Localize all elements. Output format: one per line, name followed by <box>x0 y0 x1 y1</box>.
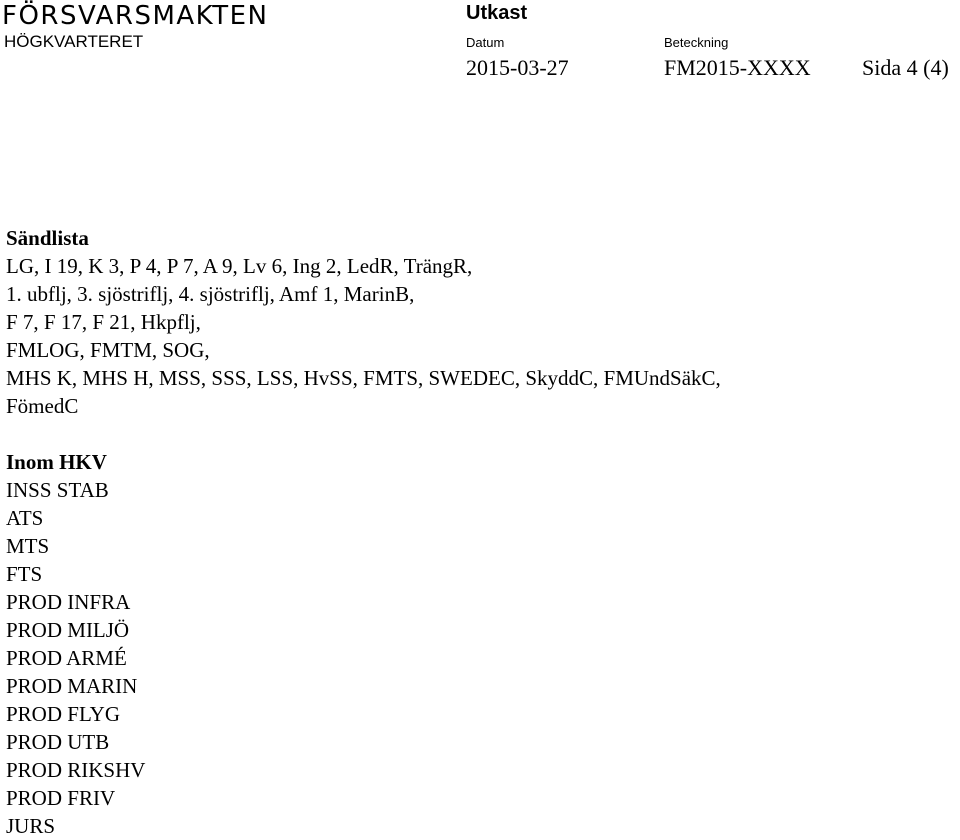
internal-line: PROD FRIV <box>6 786 116 810</box>
internal-line: MTS <box>6 534 50 558</box>
internal-line: PROD UTB <box>6 730 110 754</box>
distribution-line: FMLOG, FMTM, SOG, <box>6 338 210 362</box>
distribution-title: Sändlista <box>6 226 89 250</box>
distribution-line: MHS K, MHS H, MSS, SSS, LSS, HvSS, FMTS, SWEDEC, SkyddC, FMUndSäkC, <box>6 366 721 390</box>
document-date: 2015-03-27 <box>466 55 569 80</box>
internal-line: JURS <box>6 814 56 838</box>
internal-line: PROD INFRA <box>6 590 131 614</box>
internal-line: PROD ARMÉ <box>6 646 127 670</box>
internal-line: PROD MARIN <box>6 674 138 698</box>
internal-line: PROD RIKSHV <box>6 758 146 782</box>
distribution-line: LG, I 19, K 3, P 4, P 7, A 9, Lv 6, Ing 2, LedR, TrängR, <box>6 254 473 278</box>
internal-distribution-list <box>6 448 145 840</box>
reference-label: Beteckning <box>664 35 729 50</box>
internal-line: PROD MILJÖ <box>6 618 130 642</box>
document-reference: FM2015-XXXX <box>664 55 811 80</box>
page-number: Sida 4 (4) <box>862 55 949 80</box>
document-status: Utkast <box>466 2 528 24</box>
distribution-line: F 7, F 17, F 21, Hkpflj, <box>6 310 201 334</box>
internal-line: PROD FLYG <box>6 702 121 726</box>
distribution-line: 1. ubflj, 3. sjöstriflj, 4. sjöstriflj, Amf 1, MarinB, <box>6 282 415 306</box>
unit-name: HÖGKVARTERET <box>4 32 144 51</box>
internal-line: ATS <box>6 506 44 530</box>
distribution-line: FömedC <box>6 394 79 418</box>
internal-title: Inom HKV <box>6 450 107 474</box>
internal-line: INSS STAB <box>6 478 109 502</box>
internal-line: FTS <box>6 562 43 586</box>
distribution-list <box>6 224 721 420</box>
date-label: Datum <box>466 35 505 50</box>
organization-logo: FÖRSVARSMAKTEN <box>2 1 269 31</box>
